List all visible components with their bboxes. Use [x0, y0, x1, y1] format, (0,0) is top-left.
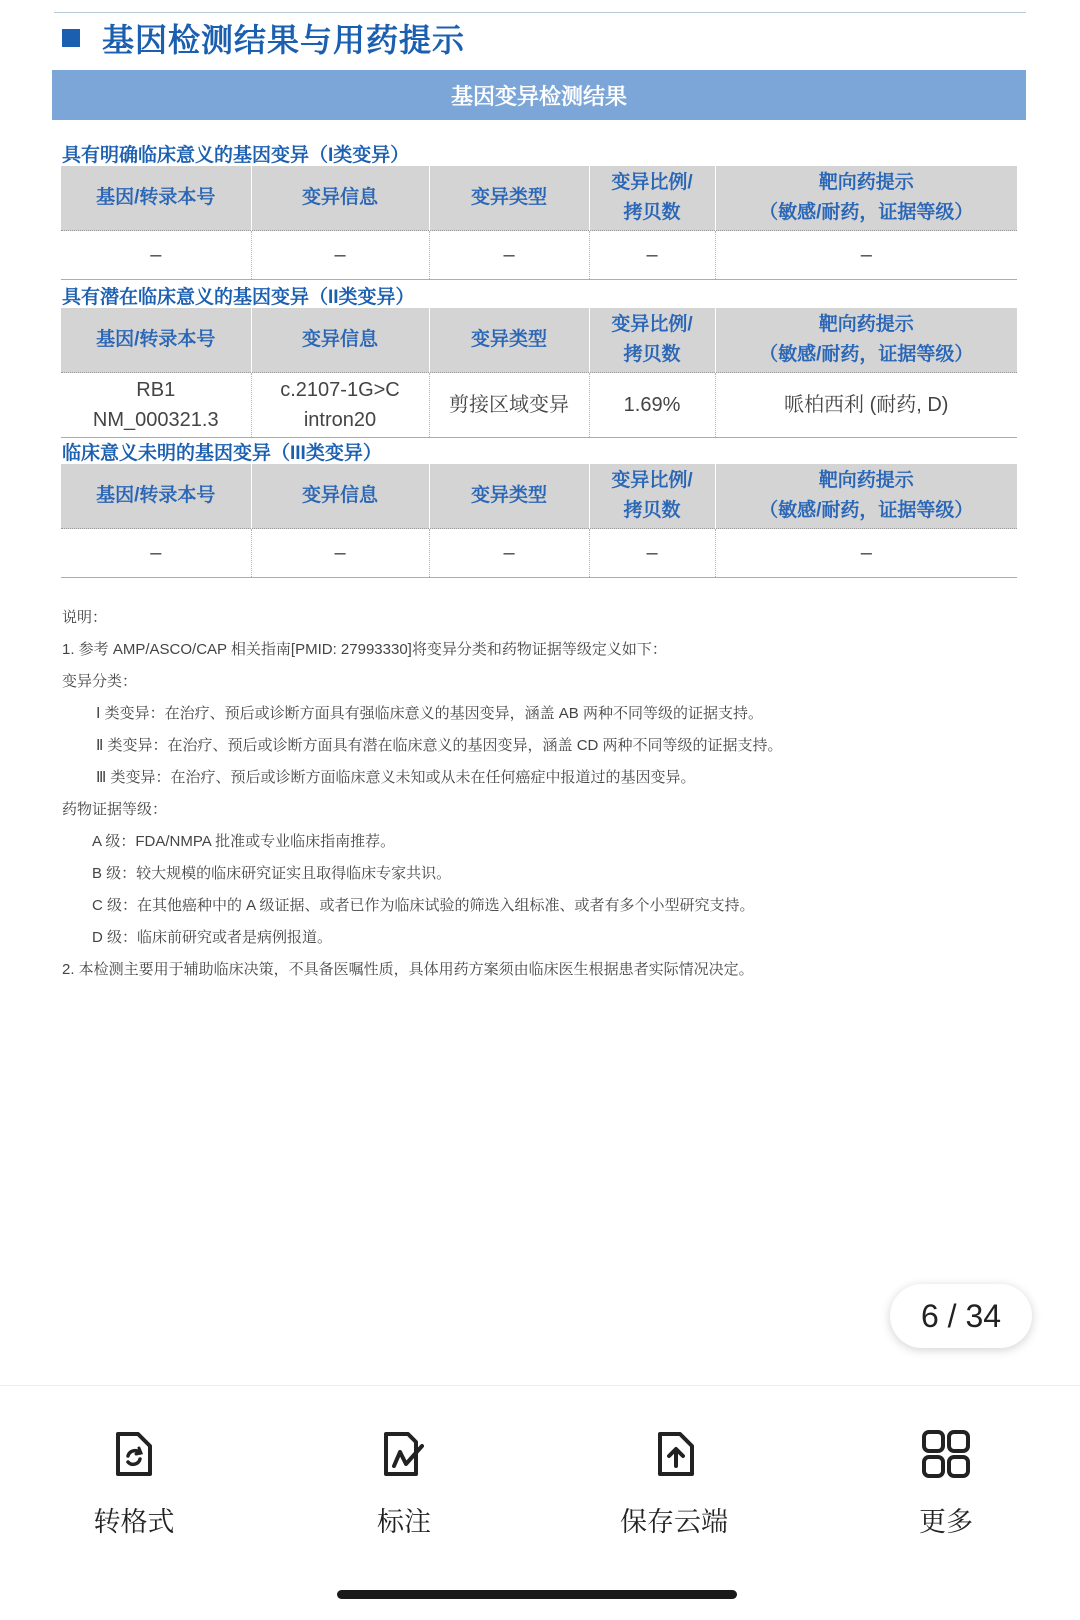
- heading-square-icon: [62, 29, 80, 47]
- annotate-label: 标注: [377, 1507, 431, 1537]
- header-variant-info: 变异信息: [251, 166, 429, 231]
- note-line: C 级：在其他癌种中的 A 级证据、或者已作为临床试验的筛选入组标准、或者有多个小型研究支持。: [92, 897, 755, 914]
- category-label-2: 具有潜在临床意义的基因变异（II类变异）: [62, 287, 415, 308]
- table-row: [61, 529, 1017, 578]
- header-ratio: 变异比例/ 拷贝数: [589, 464, 715, 529]
- page-indicator[interactable]: 6 / 34: [890, 1284, 1032, 1348]
- cell-variant-type: –: [429, 231, 589, 280]
- cell-variant-type: 剪接区域变异: [429, 373, 589, 438]
- header-gene: 基因/转录本号: [61, 166, 251, 231]
- cell-variant-type: –: [429, 529, 589, 578]
- results-band: 基因变异检测结果: [52, 70, 1026, 120]
- top-divider: [54, 12, 1026, 13]
- cell-ratio: –: [589, 231, 715, 280]
- annotate-button[interactable]: [314, 1426, 494, 1539]
- home-indicator[interactable]: [337, 1590, 737, 1599]
- table-header-row: [61, 166, 1017, 231]
- save-cloud-button[interactable]: [584, 1426, 764, 1539]
- note-line: B 级：较大规模的临床研究证实且取得临床专家共识。: [92, 865, 452, 882]
- variant-table-3: [61, 464, 1017, 578]
- table-header-row: [61, 464, 1017, 529]
- note-line: Ⅱ 类变异：在治疗、预后或诊断方面具有潜在临床意义的基因变异，涵盖 CD 两种不同等级的证据支持。: [96, 737, 783, 754]
- header-variant-type: 变异类型: [429, 464, 589, 529]
- category-label-3: 临床意义未明的基因变异（III类变异）: [62, 443, 382, 464]
- note-line: A 级：FDA/NMPA 批准或专业临床指南推荐。: [92, 833, 396, 850]
- cell-ratio: 1.69%: [589, 373, 715, 438]
- note-line: 2. 本检测主要用于辅助临床决策，不具备医嘱性质，具体用药方案须由临床医生根据患者实际情况决定。: [62, 961, 754, 978]
- variant-table-1: [61, 166, 1017, 280]
- header-variant-info: 变异信息: [251, 464, 429, 529]
- cell-gene: –: [61, 529, 251, 578]
- table-header-row: [61, 308, 1017, 373]
- variant-table-2: [61, 308, 1017, 438]
- section-heading: [62, 16, 465, 60]
- header-variant-type: 变异类型: [429, 308, 589, 373]
- header-ratio: 变异比例/ 拷贝数: [589, 308, 715, 373]
- cell-drug-hint: 哌柏西利 (耐药, D): [715, 373, 1017, 438]
- note-line: 变异分类：: [62, 673, 138, 690]
- cell-gene: –: [61, 231, 251, 280]
- cell-variant-info: –: [251, 529, 429, 578]
- more-label: 更多: [919, 1507, 973, 1537]
- notes-block: [62, 602, 783, 986]
- cell-ratio: –: [589, 529, 715, 578]
- more-button[interactable]: [856, 1426, 1036, 1539]
- save-cloud-label: 保存云端: [620, 1507, 728, 1537]
- note-line: 1. 参考 AMP/ASCO/CAP 相关指南[PMID: 27993330]将变异分类和药物证据等级定义如下：: [62, 641, 667, 658]
- annotate-pen-icon: [376, 1426, 432, 1482]
- cell-drug-hint: –: [715, 231, 1017, 280]
- header-drug-hint: 靶向药提示 （敏感/耐药，证据等级）: [715, 308, 1017, 373]
- table-row: [61, 373, 1017, 438]
- header-variant-info: 变异信息: [251, 308, 429, 373]
- cell-variant-info: –: [251, 231, 429, 280]
- convert-format-label: 转格式: [93, 1507, 175, 1537]
- cell-drug-hint: –: [715, 529, 1017, 578]
- grid-more-icon: [918, 1426, 974, 1482]
- category-label-1: 具有明确临床意义的基因变异（I类变异）: [62, 145, 410, 166]
- header-drug-hint: 靶向药提示 （敏感/耐药，证据等级）: [715, 166, 1017, 231]
- note-line: D 级：临床前研究或者是病例报道。: [92, 929, 333, 946]
- bottom-toolbar: [0, 1385, 1080, 1620]
- convert-format-button[interactable]: [44, 1426, 224, 1539]
- note-line: 说明：: [62, 609, 108, 626]
- header-variant-type: 变异类型: [429, 166, 589, 231]
- header-drug-hint: 靶向药提示 （敏感/耐药，证据等级）: [715, 464, 1017, 529]
- header-gene: 基因/转录本号: [61, 464, 251, 529]
- section-title: 基因检测结果与用药提示: [102, 22, 466, 58]
- header-ratio: 变异比例/ 拷贝数: [589, 166, 715, 231]
- cell-variant-info: c.2107-1G>C intron20: [251, 373, 429, 438]
- convert-format-icon: [106, 1426, 162, 1482]
- note-line: Ⅰ 类变异：在治疗、预后或诊断方面具有强临床意义的基因变异，涵盖 AB 两种不同等级的证据支持。: [96, 705, 763, 722]
- table-row: [61, 231, 1017, 280]
- header-gene: 基因/转录本号: [61, 308, 251, 373]
- cell-gene: RB1 NM_000321.3: [61, 373, 251, 438]
- note-line: Ⅲ 类变异：在治疗、预后或诊断方面临床意义未知或从未在任何癌症中报道过的基因变异。: [96, 769, 696, 786]
- note-line: 药物证据等级：: [62, 801, 168, 818]
- cloud-save-icon: [646, 1426, 702, 1482]
